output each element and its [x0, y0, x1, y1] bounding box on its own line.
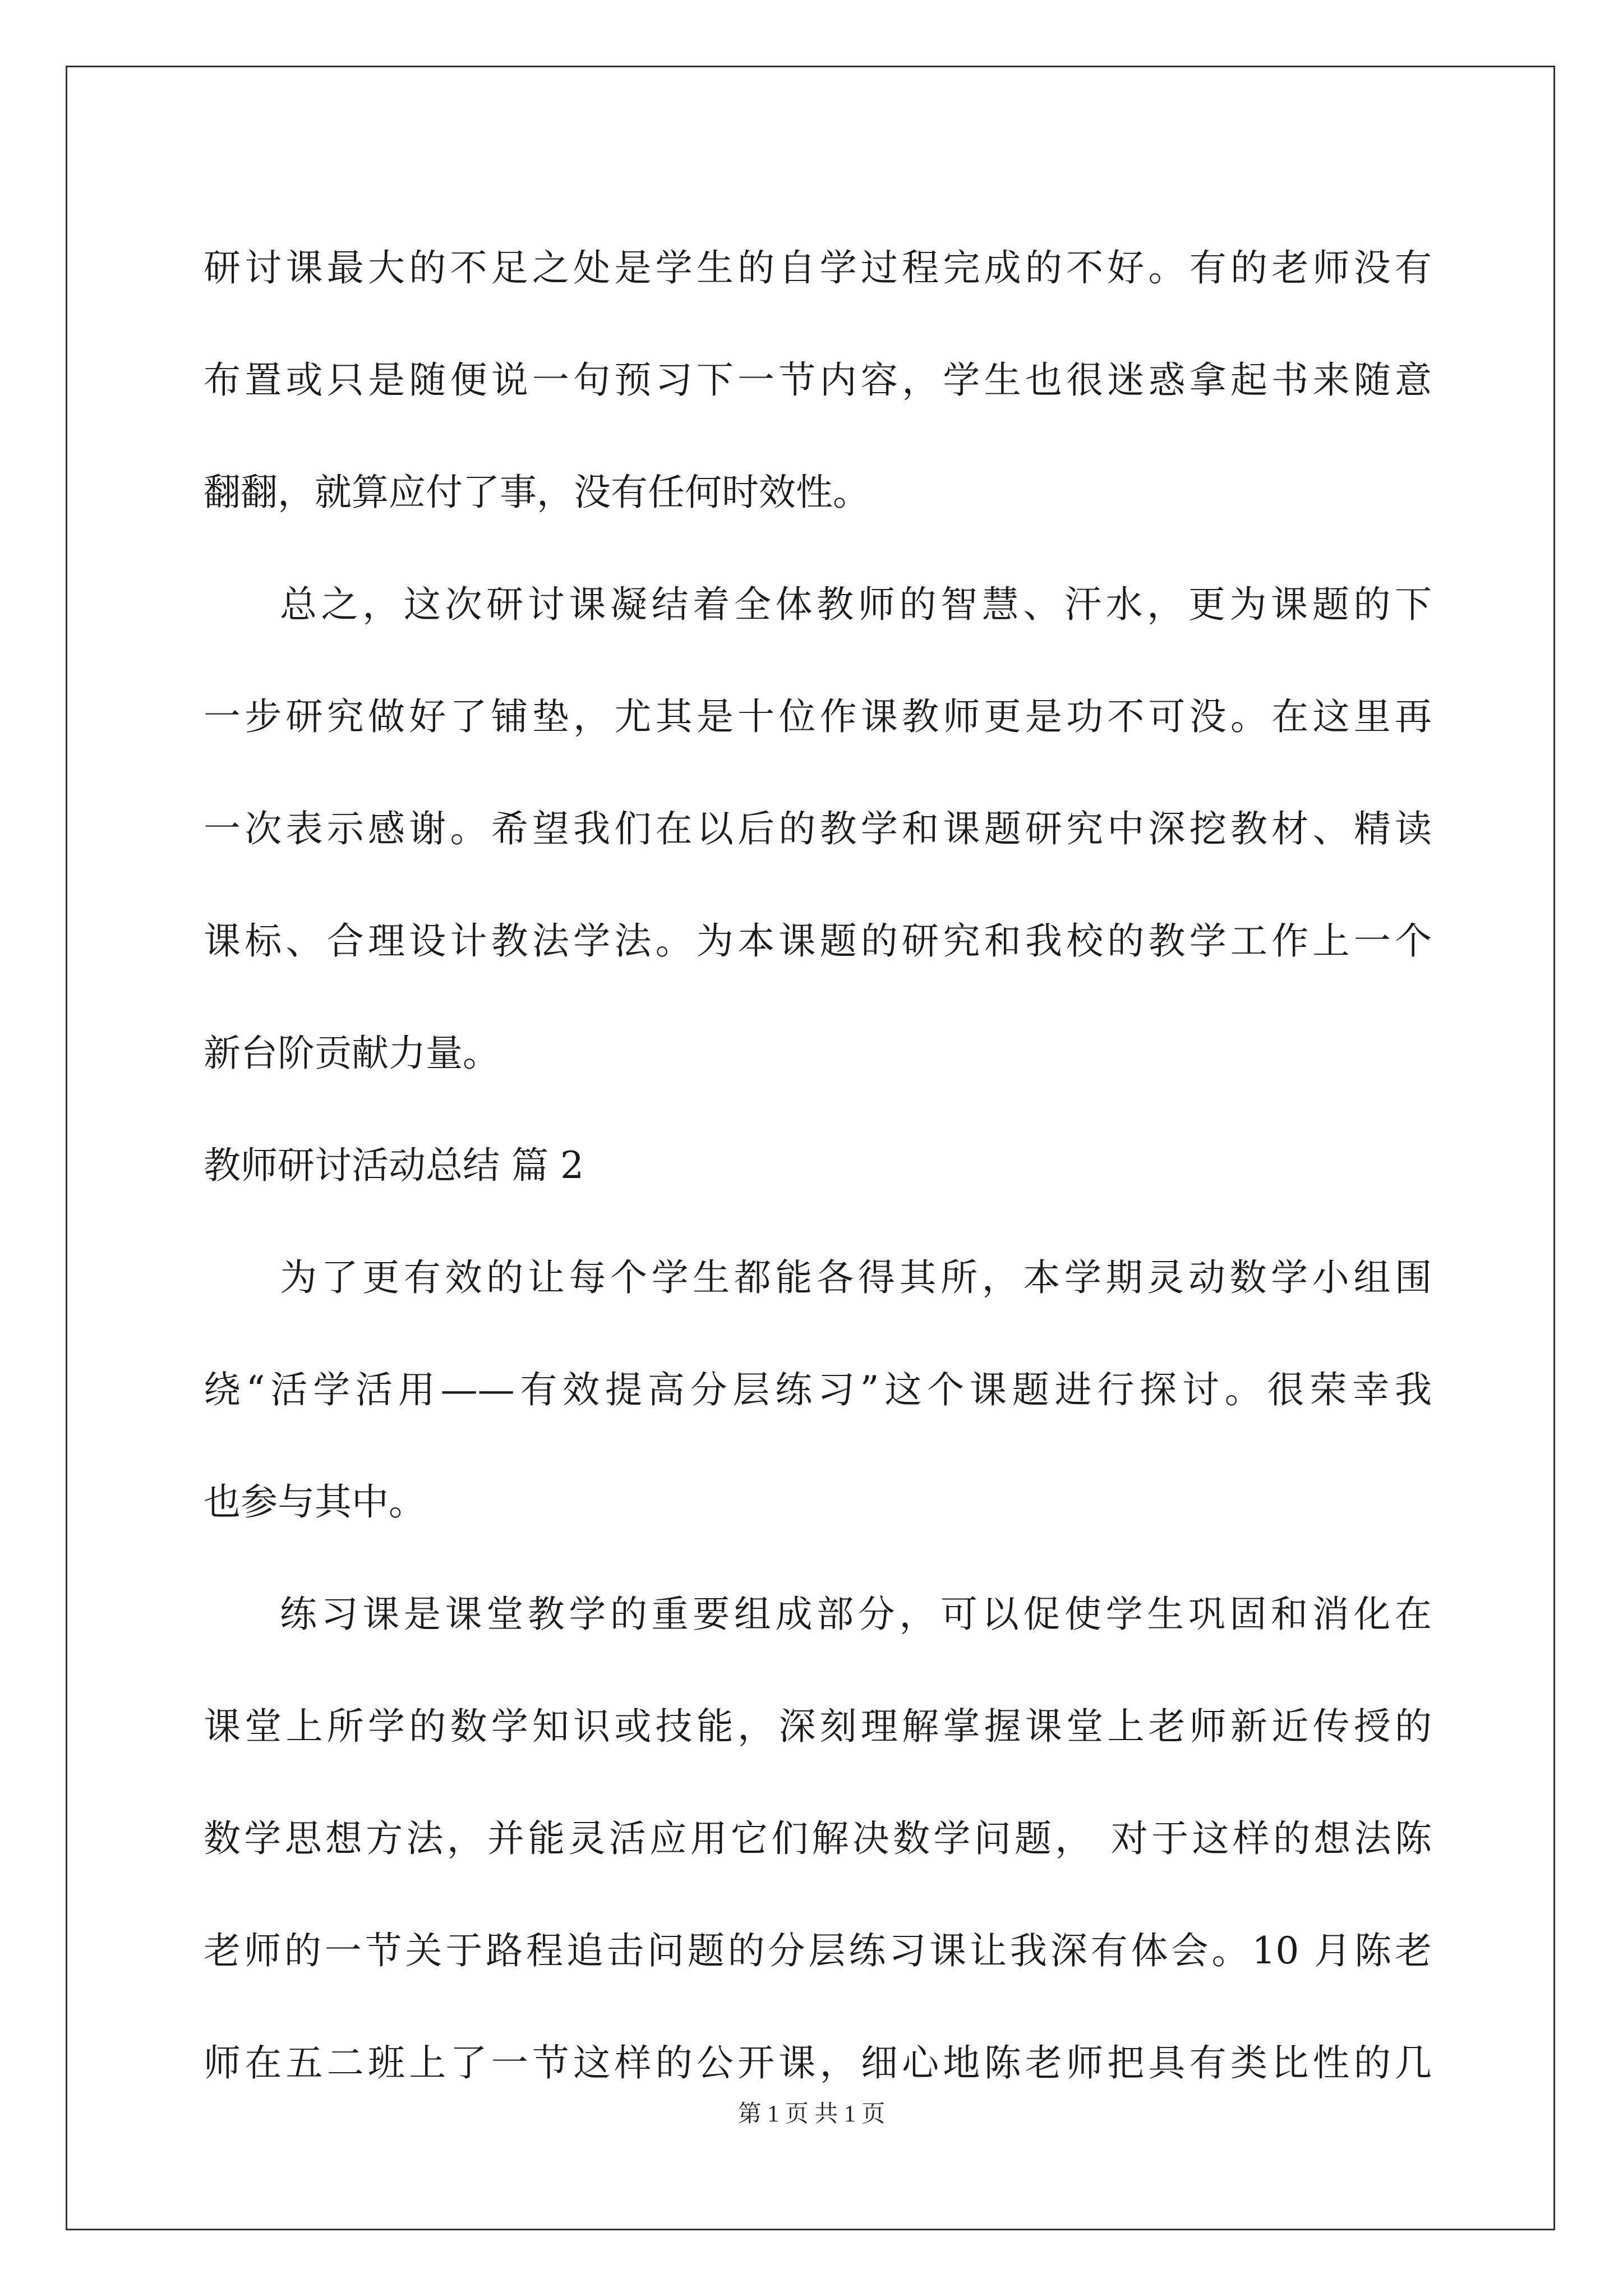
text-line: 课堂上所学的数学知识或技能，深刻理解掌握课堂上老师新近传授的 — [204, 1705, 1432, 1748]
text-line: 研讨课最大的不足之处是学生的自学过程完成的不好。有的老师没有 — [204, 246, 1432, 289]
text-line: 翻翻，就算应付了事，没有任何时效性。 — [204, 471, 870, 514]
text-line: 新台阶贡献力量。 — [204, 1032, 500, 1075]
section-heading: 教师研讨活动总结 篇 2 — [204, 1144, 584, 1187]
paragraph — [204, 1558, 1432, 2119]
text-line: 总之，这次研讨课凝结着全体教师的智慧、汗水，更为课题的下 — [280, 583, 1432, 626]
text-line: 布置或只是随便说一句预习下一节内容，学生也很迷惑拿起书来随意 — [204, 358, 1432, 402]
text-line: 数学思想方法，并能灵活应用它们解决数学问题， 对于这样的想法陈 — [204, 1817, 1432, 1860]
document-body — [204, 212, 1432, 2119]
text-line: 也参与其中。 — [204, 1480, 426, 1524]
paragraph — [204, 549, 1432, 1110]
text-line: 绕“活学活用——有效提高分层练习”这个课题进行探讨。很荣幸我 — [204, 1368, 1432, 1411]
text-line: 一次表示感谢。希望我们在以后的教学和课题研究中深挖教材、精读 — [204, 807, 1432, 850]
page-footer: 第 1 页 共 1 页 — [737, 2101, 886, 2127]
text-line: 一步研究做好了铺垫，尤其是十位作课教师更是功不可没。在这里再 — [204, 695, 1432, 738]
text-line: 师在五二班上了一节这样的公开课，细心地陈老师把具有类比性的几 — [204, 2041, 1432, 2085]
text-line: 为了更有效的让每个学生都能各得其所，本学期灵动数学小组围 — [280, 1256, 1432, 1299]
text-line: 练习课是课堂教学的重要组成部分，可以促使学生巩固和消化在 — [280, 1593, 1432, 1636]
text-line: 课标、合理设计教法学法。为本课题的研究和我校的教学工作上一个 — [204, 919, 1432, 963]
paragraph — [204, 212, 1432, 549]
text-line: 老师的一节关于路程追击问题的分层练习课让我深有体会。10 月陈老 — [204, 1929, 1432, 1972]
paragraph — [204, 1222, 1432, 1558]
